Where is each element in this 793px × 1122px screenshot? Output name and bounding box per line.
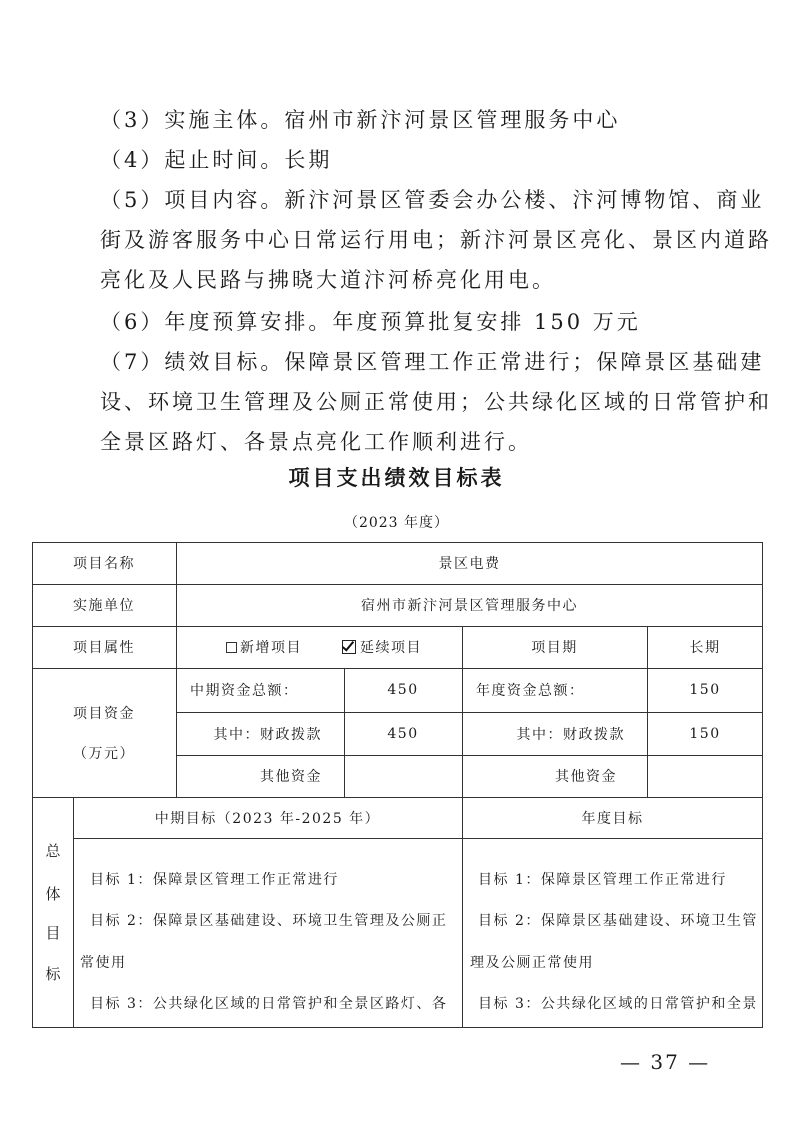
checkbox-new-project[interactable] [226,642,237,653]
body-line-9: 全景区路灯、各景点亮化工作顺利进行。 [100,430,532,454]
option-new-project-label: 新增项目 [240,640,302,656]
mid-total-label: 中期资金总额： [190,683,299,699]
table-border-bottom [32,1027,763,1028]
body-line-5: 亮化及人民路与拂晓大道汴河桥亮化用电。 [100,268,556,292]
mid-goal-1: 目标 1：保障景区管理工作正常进行 [90,872,339,888]
table-subtitle: （2023 年度） [343,515,450,531]
year-total-value: 150 [689,682,721,698]
checkbox-continuing-project[interactable] [342,640,356,654]
funds-label-main: 项目资金 [73,705,135,722]
year-other-label: 其他资金 [555,769,617,785]
year-goal-2: 目标 2：保障景区基础建设、环境卫生管 [478,913,758,929]
row-divider [73,838,763,839]
year-goal-1: 目标 1：保障景区管理工作正常进行 [478,872,727,888]
year-goal-3: 目标 3：公共绿化区域的日常管护和全景 [478,996,758,1012]
body-line-3: （5）项目内容。新汴河景区管委会办公楼、汴河博物馆、商业 [100,188,765,212]
mid-goal-2-cont: 常使用 [80,955,127,971]
year-goal-header: 年度目标 [581,810,644,827]
table-title: 项目支出绩效目标表 [288,466,505,490]
mid-goal-3: 目标 3：公共绿化区域的日常管护和全景区路灯、各 [90,996,448,1012]
attribute-options [176,626,462,668]
goals-label-char: 总 [45,842,61,860]
body-line-6: （6）年度预算安排。年度预算批复安排 150 万元 [100,310,641,334]
mid-goal-header: 中期目标（2023 年-2025 年） [154,810,381,827]
project-name-label: 项目名称 [73,556,135,572]
body-line-7: （7）绩效目标。保障景区管理工作正常进行；保障景区基础建 [100,350,765,374]
year-other-value [647,755,763,797]
period-value: 长期 [689,640,721,656]
funds-label [32,668,176,797]
body-line-4: 街及游客服务中心日常运行用电；新汴河景区亮化、景区内道路 [100,228,772,252]
option-continuing-project-label: 延续项目 [360,640,422,656]
goals-label-char: 体 [45,885,61,903]
goals-label-char: 目 [45,924,61,942]
mid-fiscal-label: 其中：财政拨款 [213,726,322,743]
goals-label-char: 标 [45,965,61,983]
attribute-label: 项目属性 [73,640,135,656]
funds-label-unit: （万元） [73,745,135,762]
mid-total-value: 450 [387,682,419,698]
year-goal-2-cont: 理及公厕正常使用 [470,955,594,971]
body-line-1: （3）实施主体。宿州市新汴河景区管理服务中心 [100,108,621,132]
mid-other-value [344,755,462,797]
mid-goal-2: 目标 2：保障景区基础建设、环境卫生管理及公厕正 [90,913,448,929]
project-name-value: 景区电费 [438,556,501,572]
mid-fiscal-value: 450 [387,725,419,742]
body-line-2: （4）起止时间。长期 [100,148,333,172]
body-line-8: 设、环境卫生管理及公厕正常使用；公共绿化区域的日常管护和 [100,390,772,414]
year-fiscal-label: 其中：财政拨款 [516,726,625,743]
mid-other-label: 其他资金 [260,769,322,785]
unit-label: 实施单位 [73,598,135,614]
period-label: 项目期 [531,640,578,656]
year-fiscal-value: 150 [689,725,721,742]
year-total-label: 年度资金总额： [476,683,585,699]
page-number: — 37 — [620,1050,711,1074]
unit-value: 宿州市新汴河景区管理服务中心 [361,598,578,614]
